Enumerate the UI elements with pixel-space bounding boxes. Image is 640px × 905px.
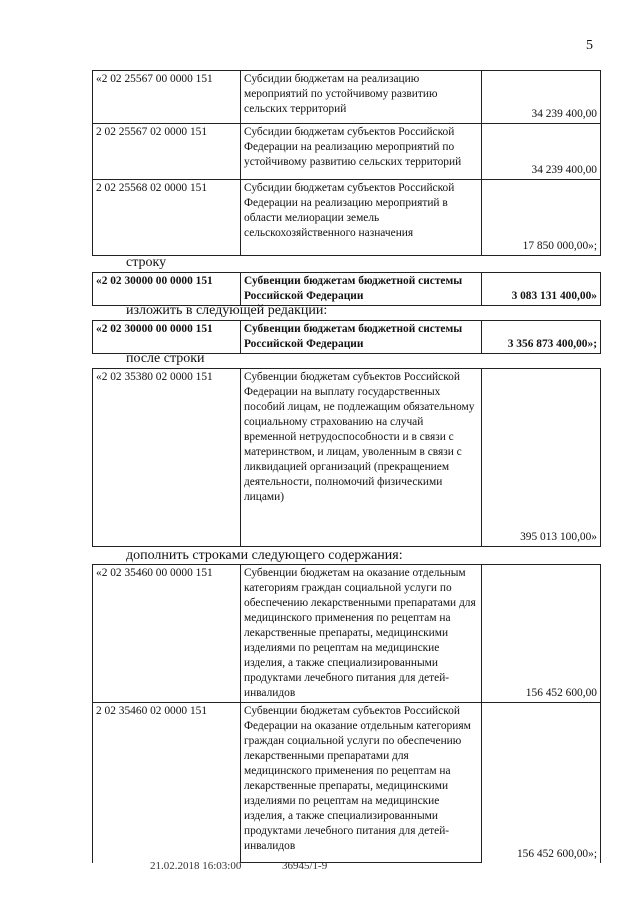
code-cell: «2 02 30000 00 0000 151 [93, 321, 241, 354]
code-cell: «2 02 30000 00 0000 151 [93, 273, 241, 306]
description-cell: Субсидии бюджетам субъектов Российской Федерации на реализацию мероприятий в области мелиорации земель сельскохозяйственного назначения [241, 180, 482, 256]
amount-cell: 156 452 600,00 [482, 565, 601, 703]
description-cell: Субсидии бюджетам субъектов Российской Федерации на реализацию мероприятий по устойчивому развитию сельских территорий [241, 124, 482, 180]
caption-edit: изложить в следующей редакции: [126, 303, 328, 318]
description-cell: Субвенции бюджетам бюджетной системы Российской Федерации [241, 273, 482, 306]
code-cell: 2 02 35460 02 0000 151 [93, 703, 241, 863]
table-row [93, 273, 601, 306]
amount-cell: 156 452 600,00»; [482, 703, 601, 863]
footer-datetime: 21.02.2018 16:03:00 [150, 860, 242, 872]
budget-table-new-row [92, 320, 601, 354]
table-row [93, 71, 601, 124]
code-cell: «2 02 25567 00 0000 151 [93, 71, 241, 124]
budget-table-old-row [92, 272, 601, 306]
amount-cell: 34 239 400,00 [482, 71, 601, 124]
table-row [93, 369, 601, 547]
caption-add: дополнить строками следующего содержания: [126, 548, 403, 563]
table-row [93, 703, 601, 863]
description-cell: Субсидии бюджетам на реализацию мероприятий по устойчивому развитию сельских территорий [241, 71, 482, 124]
code-cell: «2 02 35380 02 0000 151 [93, 369, 241, 547]
code-cell: 2 02 25568 02 0000 151 [93, 180, 241, 256]
description-cell: Субвенции бюджетам на оказание отдельным категориям граждан социальной услуги по обеспечению лекарственными препаратами для медицинского применения по рецептам на лекарственные препараты, медицинскими изделиями по рецептам на медицинские изделия, а также специализированными продуктами лечебного питания для детей-инвалидов [241, 565, 482, 703]
amount-cell: 34 239 400,00 [482, 124, 601, 180]
budget-table-after-row [92, 368, 601, 547]
table-row [93, 565, 601, 703]
caption-row: строку [126, 255, 167, 270]
amount-cell: 395 013 100,00» [482, 369, 601, 547]
page-number: 5 [586, 38, 593, 53]
amount-cell: 3 083 131 400,00» [482, 273, 601, 306]
budget-table-subsidies [92, 70, 601, 256]
code-cell: «2 02 35460 00 0000 151 [93, 565, 241, 703]
description-cell: Субвенции бюджетам субъектов Российской Федерации на оказание отдельным категориям граждан социальной услуги по обеспечению лекарственными препаратами для медицинского применения по рецептам на лекарственные препараты, медицинскими изделиями по рецептам на медицинские изделия, а также специализированными продуктами лечебного питания для детей-инвалидов [241, 703, 482, 863]
description-cell: Субвенции бюджетам субъектов Российской Федерации на выплату государственных пособий лицам, не подлежащим обязательному социальному страхованию на случай временной нетрудоспособности и в связи с материнством, и лицам, уволенным в связи с ликвидацией организаций (прекращением деятельности, полномочий физическими лицами) [241, 369, 482, 547]
table-row [93, 180, 601, 256]
amount-cell: 3 356 873 400,00»; [482, 321, 601, 354]
table-row [93, 321, 601, 354]
table-row [93, 124, 601, 180]
footer-doc-id: 36945/1-9 [282, 860, 328, 872]
code-cell: 2 02 25567 02 0000 151 [93, 124, 241, 180]
caption-after: после строки [126, 351, 205, 366]
budget-table-added-rows [92, 564, 601, 863]
description-cell: Субвенции бюджетам бюджетной системы Российской Федерации [241, 321, 482, 354]
amount-cell: 17 850 000,00»; [482, 180, 601, 256]
